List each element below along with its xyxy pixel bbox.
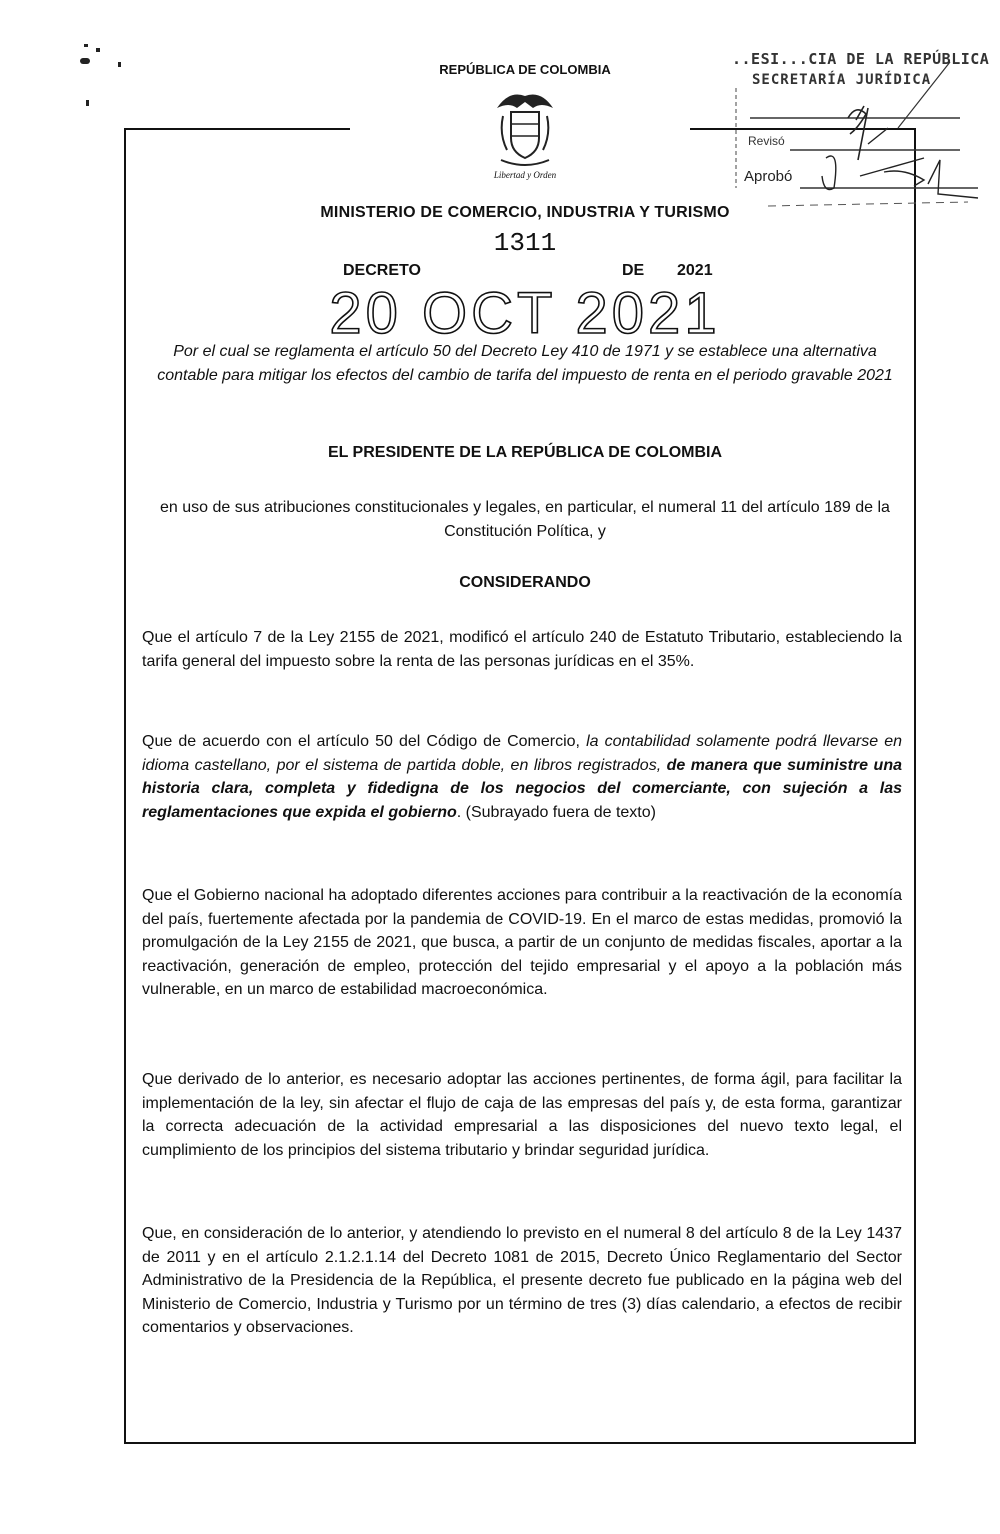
date-stamp: 20 OCT 2021 bbox=[329, 281, 721, 346]
motto: Libertad y Orden bbox=[493, 170, 557, 180]
scan-speck bbox=[86, 100, 89, 106]
stamp-aprobo-label: Aprobó bbox=[744, 168, 793, 185]
powers-statement: en uso de sus atribuciones constitucionales y legales, en particular, el numeral 11 del artículo 189 de la Constitución Política, y bbox=[160, 499, 890, 540]
ministry-title: MINISTERIO DE COMERCIO, INDUSTRIA Y TURISMO bbox=[320, 204, 730, 221]
president-heading: EL PRESIDENTE DE LA REPÚBLICA DE COLOMBIA bbox=[327, 444, 723, 461]
paragraph-4: Que derivado de lo anterior, es necesario adoptar las acciones pertinentes, de forma ágil, para facilitar la implementación de la ley, sin afectar el flujo de caja de las empresas del país y, de esta forma, garantizar la correcta adecuación de la actividad empresarial a las disposiciones del nuevo texto legal, el cumplimiento de los principios del sistema tributario y brindar seguridad jurídica. bbox=[142, 1071, 902, 1159]
republic-heading: REPÚBLICA DE COLOMBIA bbox=[439, 62, 611, 77]
stamp-office: SECRETARÍA JURÍDICA bbox=[752, 72, 932, 88]
decree-label: DECRETO bbox=[343, 262, 421, 279]
decree-year: 2021 bbox=[677, 262, 713, 279]
de-label: DE bbox=[622, 262, 645, 279]
stamp-reviso-label: Revisó bbox=[748, 134, 785, 148]
coat-of-arms-icon bbox=[487, 86, 563, 170]
scan-speck bbox=[84, 44, 88, 47]
paragraph-5: Que, en consideración de lo anterior, y atendiendo lo previsto en el numeral 8 del artículo 8 de la Ley 1437 de 2011 y en el artículo 2.1.2.1.14 del Decreto 1081 de 2015, Decreto Único Reglamentario del Sector Administrativo de la Presidencia de la República, el presente decreto fue publicado en la página web del Ministerio de Comercio, Industria y Turismo por un término de tres (3) días calendario, a efectos de recibir comentarios y observaciones. bbox=[142, 1225, 902, 1337]
scan-speck bbox=[96, 48, 100, 52]
stamp-entity: ..ESI...CIA DE LA REPÚBLICA bbox=[732, 50, 990, 68]
decree-number: 1311 bbox=[493, 228, 557, 258]
paragraph-2-quote: la contabilidad solamente podrá llevarse en idioma castellano, por el sistema de partida doble, en libros registrados, bbox=[142, 733, 903, 774]
considerando-heading: CONSIDERANDO bbox=[459, 574, 591, 591]
paragraph-3: Que el Gobierno nacional ha adoptado diferentes acciones para contribuir a la reactivación de la economía del país, fuertemente afectada por la pandemia de COVID-19. En el marco de estas medidas, promovió la promulgación de la Ley 2155 de 2021, que busca, a partir de un conjunto de medidas fiscales, aportar a la reactivación, generación de empleo, protección del tejido empresarial y el apoyo a la población más vulnerable, en un marco de estabilidad macroeconómica. bbox=[142, 887, 902, 999]
paragraph-2-intro: Que de acuerdo con el artículo 50 del Código de Comercio, bbox=[142, 733, 587, 750]
decree-subject: Por el cual se reglamenta el artículo 50 del Decreto Ley 410 de 1971 y se establece una alternativa contable para mitigar los efectos del cambio de tarifa del impuesto de renta en el periodo gravable 2021 bbox=[157, 343, 893, 384]
paragraph-2-note: . (Subrayado fuera de texto) bbox=[456, 803, 656, 821]
paragraph-2 bbox=[142, 730, 902, 824]
paragraph-1: Que el artículo 7 de la Ley 2155 de 2021, modificó el artículo 240 de Estatuto Tributario, estableciendo la tarifa general del impuesto sobre la renta de las personas jurídicas en el 35%. bbox=[142, 629, 902, 670]
paragraph-2-emphasis: de manera que suministre una historia clara, completa y fidedigna de los negocios del comerciante, con sujeción a las reglamentaciones que expida el gobierno bbox=[142, 756, 902, 821]
